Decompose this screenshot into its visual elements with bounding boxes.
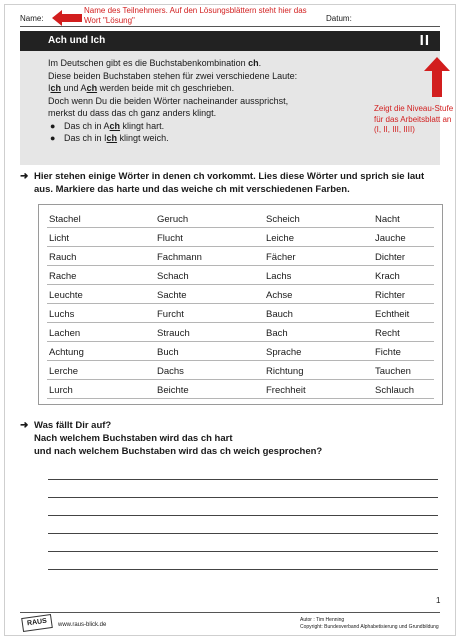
word-cell: Dichter: [375, 252, 406, 263]
word-cell: Richter: [375, 290, 406, 301]
word-cell: Bach: [266, 328, 288, 339]
word-cell: Fichte: [375, 347, 401, 358]
raus-logo: RAUS: [21, 614, 53, 632]
intro-und-a: und A: [61, 83, 87, 93]
intro-ich-ch: ch: [50, 83, 62, 93]
table-row: [47, 209, 434, 228]
datum-label: Datum:: [326, 14, 352, 23]
task-arrow-icon: ➜: [20, 420, 29, 431]
table-row: [47, 247, 434, 266]
worksheet-title: Ach und Ich: [48, 35, 106, 46]
bullet-ich: [48, 132, 378, 145]
word-cell: Fachmann: [157, 252, 202, 263]
word-cell: Bauch: [266, 309, 293, 320]
word-cell: Lurch: [49, 385, 73, 396]
word-cell: Sprache: [266, 347, 302, 358]
bullet-ach-ch: ch: [109, 120, 121, 131]
word-cell: Richtung: [266, 366, 304, 377]
red-arrow-up-icon: [424, 57, 450, 97]
word-cell: Scheich: [266, 214, 300, 225]
word-table: [38, 204, 443, 405]
task-2-line-3: und nach welchem Buchstaben wird das ch weich gesprochen?: [34, 446, 323, 457]
word-cell: Luchs: [49, 309, 75, 320]
intro-line-4: Doch wenn Du die beiden Wörter nacheinander aussprichst,: [48, 95, 289, 106]
footer-divider: [20, 612, 440, 613]
word-cell: Beichte: [157, 385, 189, 396]
table-row: [47, 323, 434, 342]
answer-line[interactable]: [48, 515, 438, 516]
table-row: [47, 228, 434, 247]
annotation-name-note: Name des Teilnehmers. Auf den Lösungsblättern steht hier das Wort "Lösung": [84, 6, 307, 25]
word-cell: Buch: [157, 347, 179, 358]
word-cell: Rauch: [49, 252, 77, 263]
word-cell: Krach: [375, 271, 400, 282]
bullet-ich-text: Das ch in I: [64, 133, 107, 143]
footer-credits: [300, 617, 439, 631]
task-1-text: Hier stehen einige Wörter in denen ch vorkommt. Lies diese Wörter und sprich sie laut aus. Markiere das harte und das weiche ch mit verschiedenen Farben.: [34, 171, 425, 195]
intro-ach-ch: ch: [86, 83, 98, 93]
word-cell: Flucht: [157, 233, 183, 244]
page-number: 1: [436, 596, 441, 605]
answer-line[interactable]: [48, 497, 438, 498]
intro-line-2: Diese beiden Buchstaben stehen für zwei verschiedene Laute:: [48, 70, 298, 81]
word-cell: Recht: [375, 328, 400, 339]
table-row: [47, 342, 434, 361]
word-cell: Echtheit: [375, 309, 410, 320]
task-instruction-2: [20, 419, 440, 458]
red-arrow-left-icon: [52, 10, 82, 26]
level-indicator: II: [419, 32, 430, 49]
word-cell: Jauche: [375, 233, 406, 244]
table-row: [47, 380, 434, 399]
word-cell: Lachs: [266, 271, 292, 282]
answer-line[interactable]: [48, 569, 438, 570]
word-cell: Leiche: [266, 233, 294, 244]
task-2-line-2: Nach welchem Buchstaben wird das ch hart: [34, 433, 233, 444]
word-cell: Licht: [49, 233, 70, 244]
intro-line-5: merkst du dass das ch ganz anders klingt.: [48, 108, 217, 118]
word-cell: Strauch: [157, 328, 190, 339]
intro-line-1-text: Im Deutschen gibt es die Buchstabenkombination: [48, 58, 249, 68]
task-arrow-icon: ➜: [20, 171, 29, 182]
word-cell: Rache: [49, 271, 77, 282]
word-cell: Geruch: [157, 214, 189, 225]
word-cell: Schach: [157, 271, 189, 282]
intro-line-1: [48, 57, 378, 70]
annotation-level-note: Zeigt die Niveau-Stufe für das Arbeitsblatt an (I, II, III, IIII): [374, 104, 454, 134]
answer-line[interactable]: [48, 551, 438, 552]
intro-line-3: [48, 82, 378, 95]
word-cell: Fächer: [266, 252, 296, 263]
word-cell: Furcht: [157, 309, 184, 320]
answer-line[interactable]: [48, 533, 438, 534]
word-cell: Schlauch: [375, 385, 415, 396]
table-row: [47, 266, 434, 285]
bullet-ach-end: klingt hart.: [120, 120, 165, 131]
bullet-ich-end: klingt weich.: [117, 133, 169, 143]
word-cell: Lerche: [49, 366, 79, 377]
word-cell: Lachen: [49, 328, 81, 339]
word-cell: Achtung: [49, 347, 84, 358]
header-divider: [20, 26, 440, 27]
table-row: [47, 304, 434, 323]
intro-text: [48, 57, 378, 145]
word-cell: Dachs: [157, 366, 184, 377]
word-cell: Nacht: [375, 214, 400, 225]
author-line: Autor : Tim Henning: [300, 617, 345, 623]
word-cell: Leuchte: [49, 290, 83, 301]
name-label: Name:: [20, 14, 44, 23]
word-cell: Tauchen: [375, 366, 411, 377]
table-row: [47, 361, 434, 380]
title-bar: [20, 31, 440, 51]
bullet-ach-text: Das ch in A: [64, 120, 110, 131]
intro-ch-bold: ch: [248, 58, 259, 68]
footer-url[interactable]: www.raus-blick.de: [58, 622, 107, 628]
intro-line-1-end: .: [258, 58, 262, 68]
task-2-line-1: Was fällt Dir auf?: [34, 420, 112, 431]
intro-ich-i: I: [48, 83, 51, 93]
bullet-dot-icon: ●: [50, 120, 56, 131]
copyright-line: Copyright: Bundesverband Alphabetisierung und Grundbildung: [300, 624, 439, 630]
answer-line[interactable]: [48, 479, 438, 480]
task-instruction-1: [20, 170, 440, 196]
intro-line-3-end: werden beide mit ch geschrieben.: [97, 83, 235, 93]
word-cell: Frechheit: [266, 385, 306, 396]
bullet-ich-ch: ch: [106, 133, 118, 143]
task-2-text: [34, 419, 440, 458]
word-cell: Stachel: [49, 214, 81, 225]
word-cell: Achse: [266, 290, 293, 301]
bullet-ach: [48, 120, 378, 133]
table-row: [47, 285, 434, 304]
intro-bullets: [48, 120, 378, 145]
word-cell: Sachte: [157, 290, 187, 301]
bullet-dot-icon: ●: [50, 133, 56, 143]
